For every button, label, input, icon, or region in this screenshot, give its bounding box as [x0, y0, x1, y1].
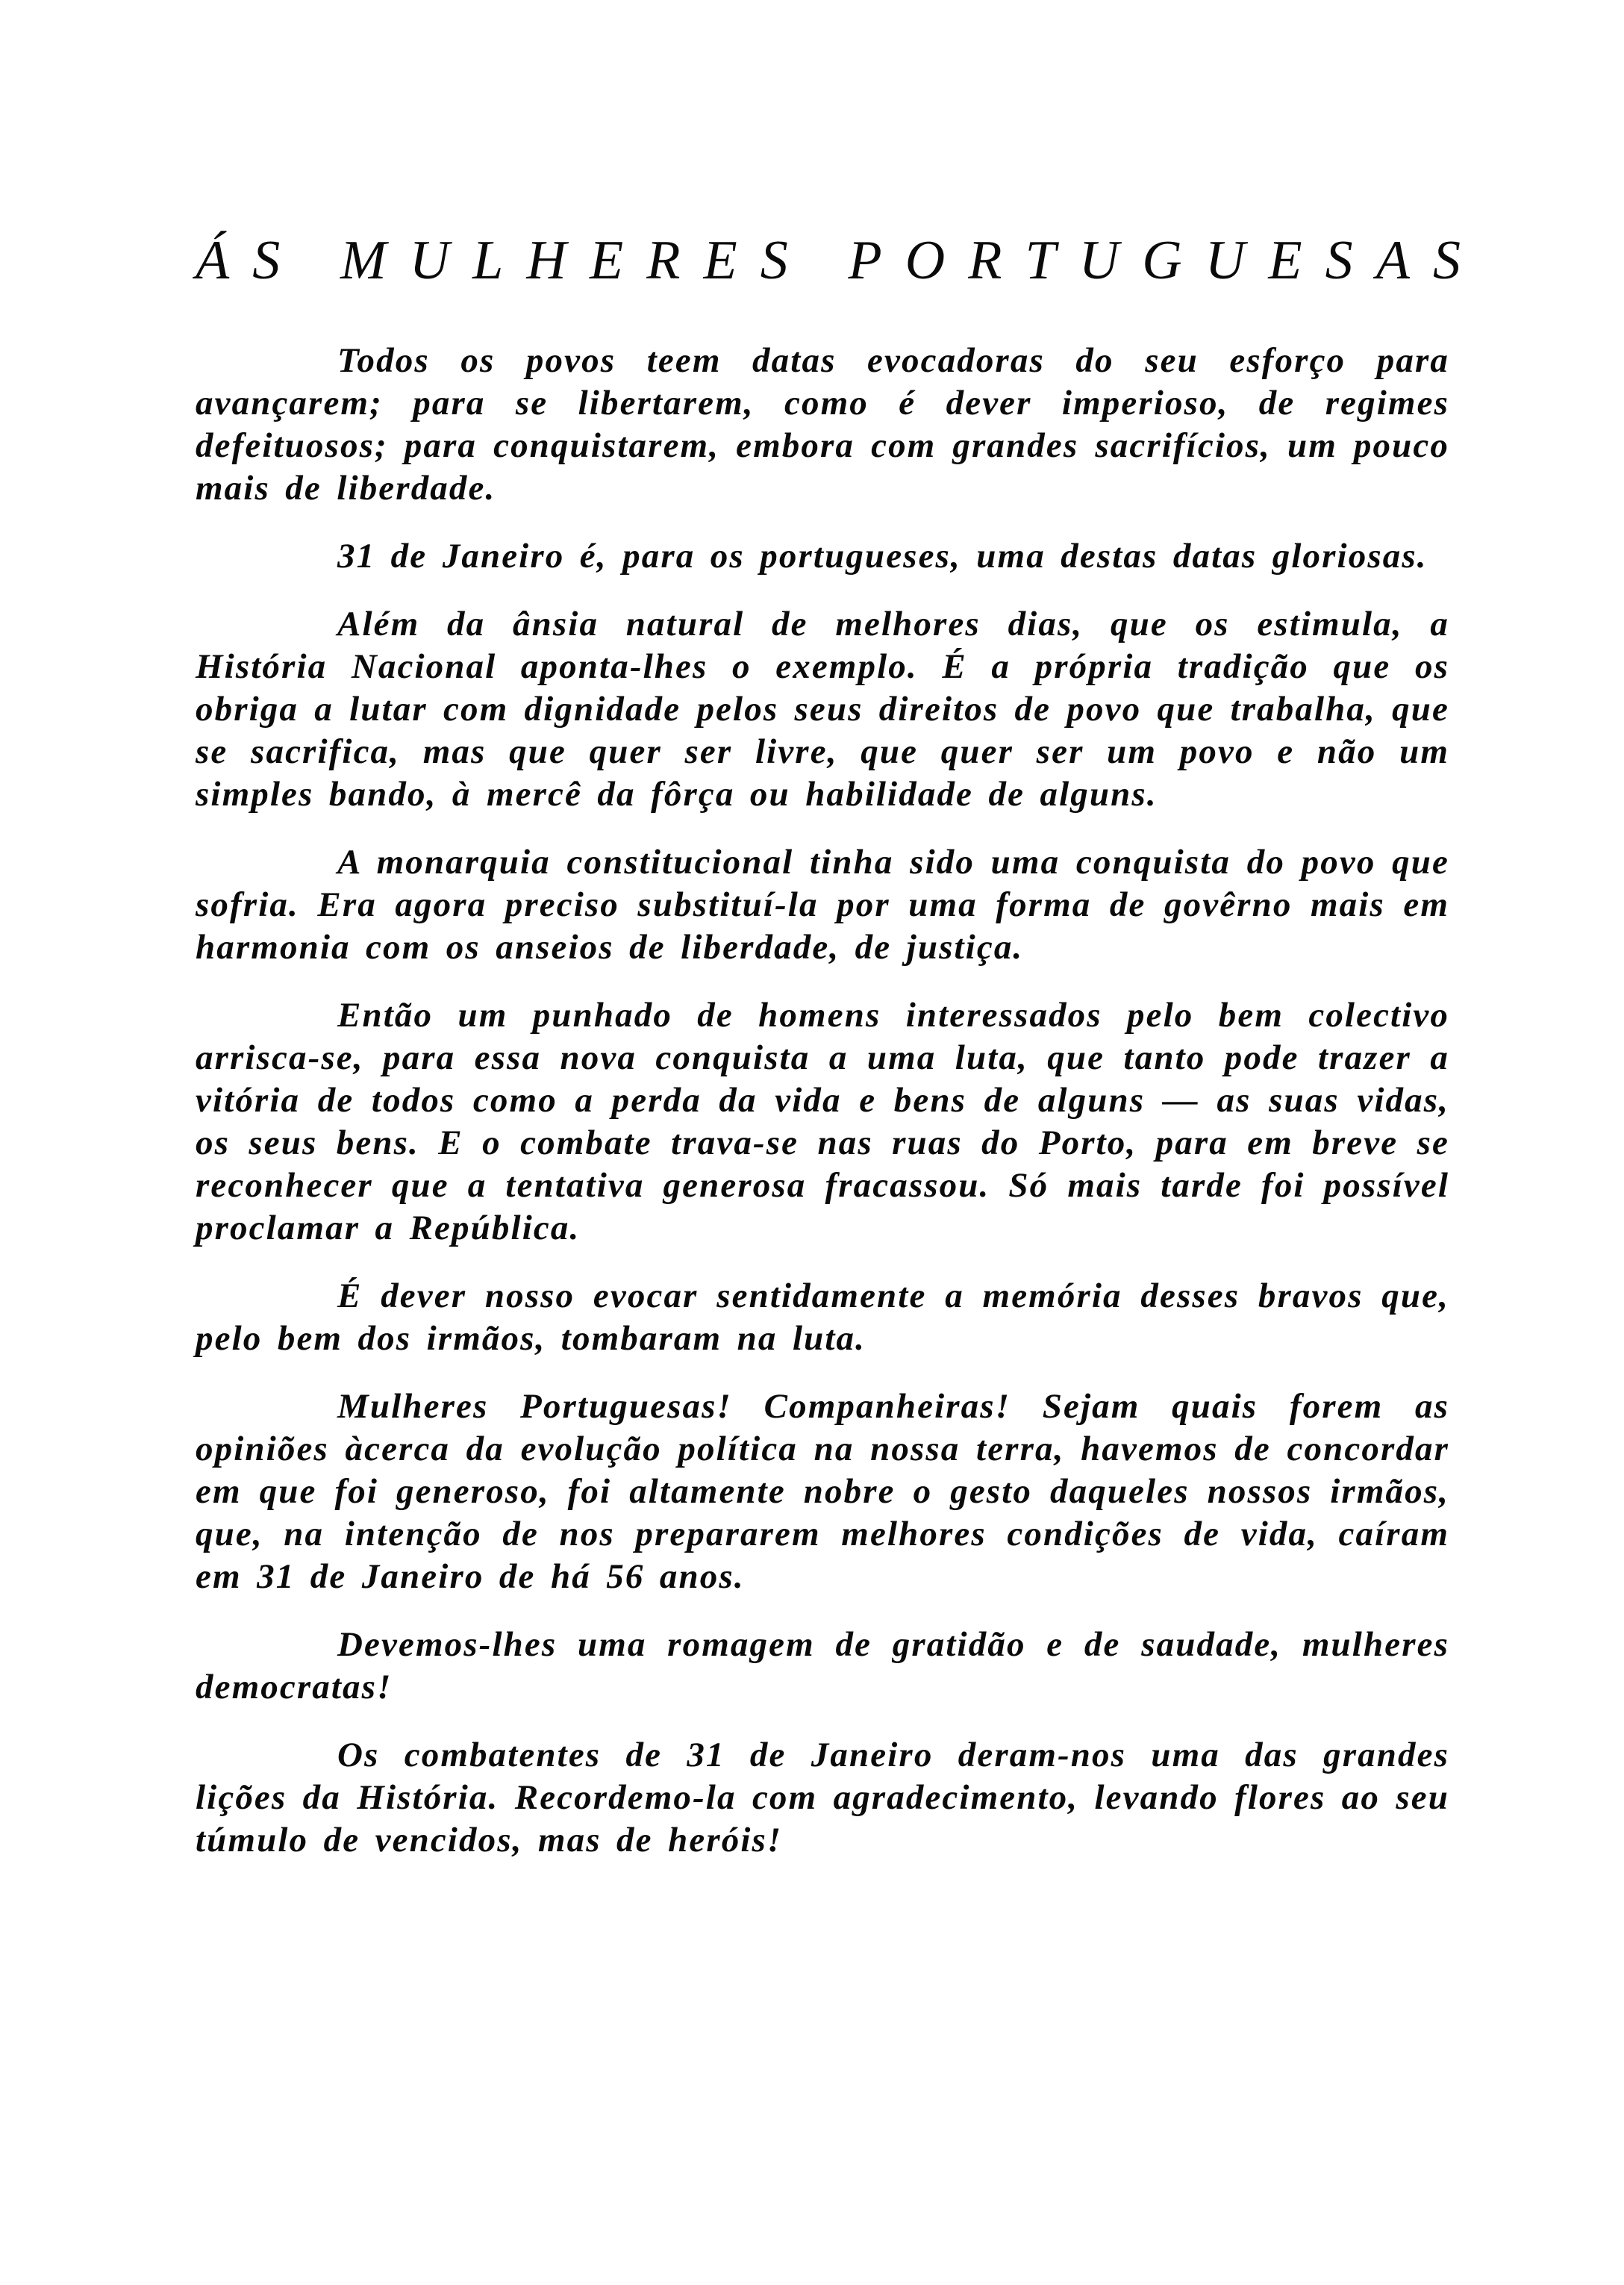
paragraph-1: Todos os povos teem datas evocadoras do seu esforço para avançarem; para se libertarem, como é dever imperioso, de regimes defeituosos; para conquistarem, embora com grandes sacrifícios, um pouco mais de liberdade.	[196, 341, 1449, 508]
printed-page	[196, 0, 1484, 2285]
page-title: ÁS MULHERES PORTUGUESAS	[196, 229, 1484, 291]
paragraph-6: É dever nosso evocar sentidamente a memória desses bravos que, pelo bem dos irmãos, tombaram na luta.	[196, 1276, 1449, 1358]
paragraph-8: Devemos-lhes uma romagem de gratidão e de saudade, mulheres democratas!	[196, 1625, 1449, 1706]
paragraph-7: Mulheres Portuguesas! Companheiras! Sejam quais forem as opiniões àcerca da evolução política na nossa terra, havemos de concordar em que foi generoso, foi altamente nobre o gesto daqueles nossos irmãos, que, na intenção de nos prepararem melhores condições de vida, caíram em 31 de Janeiro de há 56 anos.	[196, 1387, 1449, 1596]
paragraph-4: A monarquia constitucional tinha sido uma conquista do povo que sofria. Era agora preciso substituí-la por uma forma de govêrno mais em harmonia com os anseios de liberdade, de justiça.	[196, 843, 1449, 967]
paragraph-5: Então um punhado de homens interessados pelo bem colectivo arrisca-se, para essa nova conquista a uma luta, que tanto pode trazer a vitória de todos como a perda da vida e bens de alguns — as suas vidas, os seus bens. E o combate trava-se nas ruas do Porto, para em breve se reconhecer que a tentativa generosa fracassou. Só mais tarde foi possível proclamar a República.	[196, 996, 1449, 1247]
paragraph-2: 31 de Janeiro é, para os portugueses, uma destas datas gloriosas.	[337, 537, 1428, 576]
paragraph-3: Além da ânsia natural de melhores dias, que os estimula, a História Nacional aponta-lhes o exemplo. É a própria tradição que os obriga a lutar com dignidade pelos seus direitos de povo que trabalha, que se sacrifica, mas que quer ser livre, que quer ser um povo e não um simples bando, à mercê da fôrça ou habilidade de alguns.	[196, 605, 1449, 814]
article-body	[196, 340, 1449, 1887]
paragraph-9: Os combatentes de 31 de Janeiro deram-nos uma das grandes lições da História. Recordemo-la com agradecimento, levando flores ao seu túmulo de vencidos, mas de heróis!	[196, 1736, 1449, 1860]
